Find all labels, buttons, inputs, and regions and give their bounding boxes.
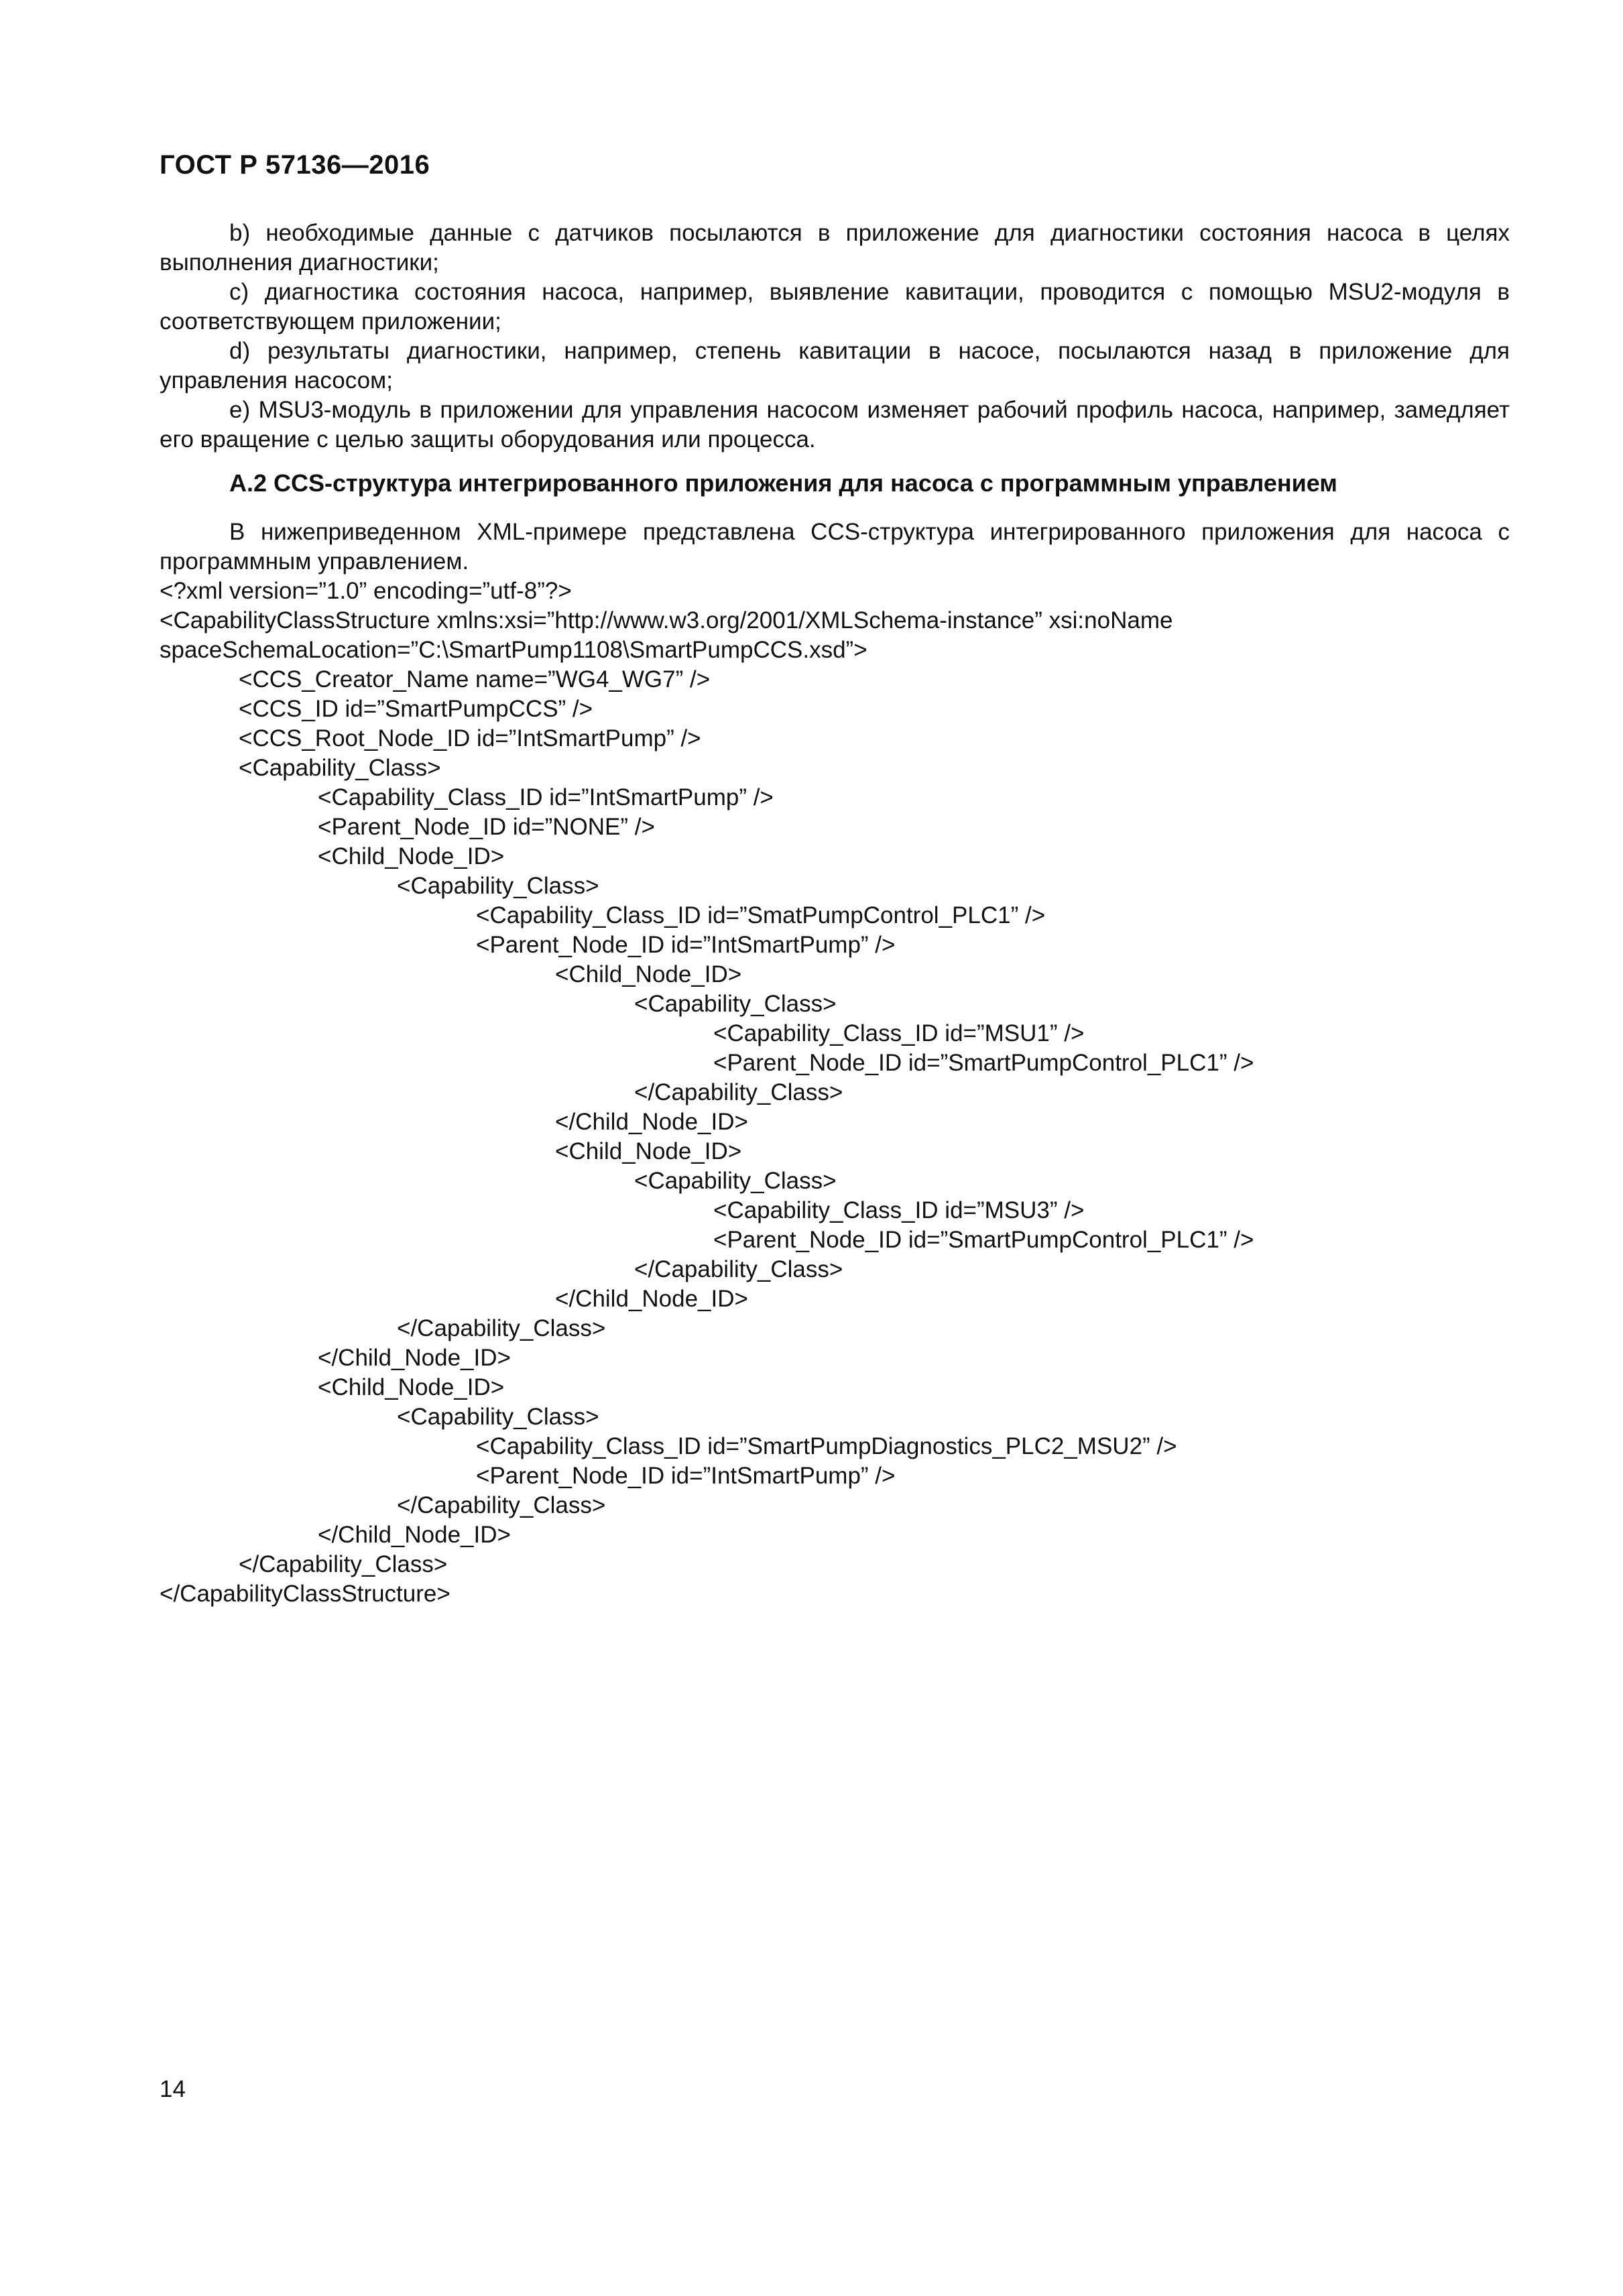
paragraph-c: c) диагностика состояния насоса, например, выявление кавитации, проводится с помощью MSU2-модуля в соответствующем приложении;: [160, 279, 1510, 335]
xml-line: <Child_Node_ID>: [555, 1138, 742, 1164]
xml-line: spaceSchemaLocation=”C:\SmartPump1108\SmartPumpCCS.xsd”>: [160, 637, 867, 663]
xml-line: <CCS_Creator_Name name=”WG4_WG7” />: [239, 666, 711, 692]
xml-line: <Parent_Node_ID id=”SmartPumpControl_PLC1” />: [713, 1050, 1254, 1076]
xml-line: <Capability_Class_ID id=”MSU1” />: [713, 1020, 1085, 1046]
xml-line: <Parent_Node_ID id=”SmartPumpControl_PLC1” />: [713, 1227, 1254, 1253]
paragraph-b: b) необходимые данные с датчиков посылаются в приложение для диагностики состояния насоса в целях выполнения диагностики;: [160, 220, 1510, 276]
xml-line: </Child_Node_ID>: [555, 1286, 748, 1312]
paragraph-d: d) результаты диагностики, например, степень кавитации в насосе, посылаются назад в приложение для управления насосом;: [160, 338, 1510, 394]
xml-line: </Capability_Class>: [239, 1551, 448, 1577]
xml-line: <Capability_Class>: [397, 873, 599, 899]
xml-line: <CCS_Root_Node_ID id=”IntSmartPump” />: [239, 725, 701, 751]
xml-line: <Capability_Class>: [634, 1168, 837, 1194]
xml-line: <Child_Node_ID>: [318, 843, 505, 869]
xml-line: <Child_Node_ID>: [555, 961, 742, 987]
xml-line: </Capability_Class>: [634, 1079, 843, 1105]
section-intro: В нижеприведенном XML-примере представлена CCS-структура интегрированного приложения для насоса с программным управлением.: [160, 519, 1510, 575]
xml-line: </CapabilityClassStructure>: [160, 1581, 450, 1607]
xml-line: <CapabilityClassStructure xmlns:xsi=”http://www.w3.org/2001/XMLSchema-instance” xsi:noName: [160, 607, 1173, 633]
xml-line: <CCS_ID id=”SmartPumpCCS” />: [239, 696, 593, 722]
xml-line: <Parent_Node_ID id=”IntSmartPump” />: [476, 932, 896, 958]
document-header: ГОСТ Р 57136—2016: [160, 150, 430, 180]
xml-line: </Child_Node_ID>: [318, 1345, 511, 1371]
xml-line: <Capability_Class_ID id=”SmatPumpControl_PLC1” />: [476, 902, 1046, 928]
xml-line: <Capability_Class_ID id=”IntSmartPump” />: [318, 784, 774, 810]
xml-line: <Capability_Class>: [239, 755, 441, 781]
page-number: 14: [160, 2076, 186, 2102]
xml-line: <?xml version=”1.0” encoding=”utf-8”?>: [160, 578, 572, 604]
xml-line: </Child_Node_ID>: [318, 1522, 511, 1548]
paragraph-e: e) MSU3-модуль в приложении для управления насосом изменяет рабочий профиль насоса, например, замедляет его вращение с целью защиты оборудования или процесса.: [160, 397, 1510, 452]
xml-line: </Capability_Class>: [634, 1256, 843, 1282]
xml-line: </Capability_Class>: [397, 1315, 606, 1341]
xml-code-block: [160, 577, 1254, 1609]
xml-line: <Child_Node_ID>: [318, 1374, 505, 1400]
xml-line: <Capability_Class>: [397, 1404, 599, 1430]
xml-line: <Capability_Class_ID id=”MSU3” />: [713, 1197, 1085, 1223]
xml-line: </Child_Node_ID>: [555, 1109, 748, 1135]
xml-line: <Parent_Node_ID id=”NONE” />: [318, 814, 655, 840]
xml-line: <Capability_Class>: [634, 991, 837, 1017]
section-heading: А.2 CCS-структура интегрированного приложения для насоса с программным управлением: [229, 469, 1337, 497]
xml-line: </Capability_Class>: [397, 1492, 606, 1518]
xml-line: <Capability_Class_ID id=”SmartPumpDiagnostics_PLC2_MSU2” />: [476, 1433, 1177, 1459]
xml-line: <Parent_Node_ID id=”IntSmartPump” />: [476, 1463, 896, 1489]
